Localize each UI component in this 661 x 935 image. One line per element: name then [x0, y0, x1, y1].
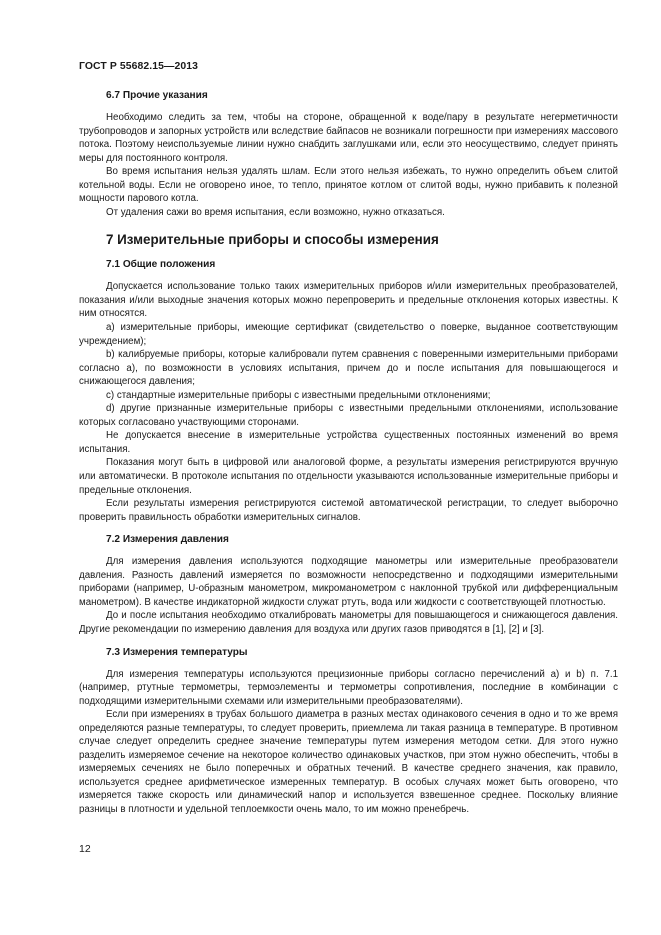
paragraph: Необходимо следить за тем, чтобы на стороне, обращенной к воде/пару в результате негерметичности трубопроводов и запорных устройств или вследствие байпасов не возникали погрешности при измерениях массового потока. Поэтому неиспользуемые линии нужно снабдить заглушками или, если это неосуществимо, следует принять меры для постоянного контроля.	[79, 112, 618, 164]
section-7-title: 7 Измерительные приборы и способы измерения	[106, 232, 439, 248]
paragraph: Во время испытания нельзя удалять шлам. Если этого нельзя избежать, то нужно определить объем слитой котельной воды. Если не оговорено иное, то тепло, принятое котлом от слитой воды, нужно прибавить к полезной мощности парового котла.	[79, 166, 618, 205]
document-body	[79, 89, 618, 817]
paragraph: Если результаты измерения регистрируются системой автоматической регистрации, то следует выборочно проверить правильность обработки измерительных сигналов.	[79, 498, 618, 523]
section-7-3-title: 7.3 Измерения температуры	[106, 646, 248, 658]
page-number: 12	[79, 843, 91, 855]
section-6-7-title: 6.7 Прочие указания	[106, 90, 208, 101]
document-header: ГОСТ Р 55682.15—2013	[79, 61, 198, 72]
paragraph: Для измерения давления используются подходящие манометры или измерительные преобразователи давления. Разность давлений измеряется по возможности непосредственно и подходящими измерительными приборами (например, U-образным манометром, микроманометром с наклонной трубкой или дифференциальным манометром). В качестве индикаторной жидкости служат ртуть, вода или жидкости с соответствующей плотностью.	[79, 556, 618, 608]
paragraph: До и после испытания необходимо откалибровать манометры для повышающегося и снижающегося давления. Другие рекомендации по измерению давления для воздуха или других газов приводятся в [1], [2] и [3].	[79, 610, 618, 635]
list-item: d) другие признанные измерительные приборы с известными предельными отклонениями, использование которых согласовано участвующими сторонами.	[79, 403, 618, 428]
paragraph: От удаления сажи во время испытания, если возможно, нужно отказаться.	[106, 206, 445, 218]
paragraph: Не допускается внесение в измерительные устройства существенных постоянных изменений во время испытания.	[79, 430, 618, 455]
section-7-2-title: 7.2 Измерения давления	[106, 534, 229, 546]
list-item: b) калибруемые приборы, которые калибровали путем сравнения с поверенными измерительными приборами согласно а), по возможности в условиях испытания, причем до и после испытания для повышающегося и снижающегося давления;	[79, 349, 618, 388]
paragraph: Допускается использование только таких измерительных приборов и/или измерительных преобразователей, показания и/или выходные значения которых можно перепроверить и предельные отклонения которых известны. К ним относятся.	[79, 281, 618, 320]
paragraph: Если при измерениях в трубах большого диаметра в разных местах одинакового сечения в одно и то же время определяются разные температуры, то следует проверить, приемлема ли такая разница в температуре. В противном случае следует определить среднее значение температуры путем измерения методом сетки. Для этого нужно разделить измеряемое сечение на некоторое количество одинаковых участков, при этом нужно обеспечить, чтобы в измеряемых сечениях не было поперечных и обратных течений. В качестве среднего значения, как правило, используется среднее арифметическое измеренных температур. В особых случаях может быть оговорено, что измеряется также скорость или динамический напор и используется взвешенное среднее. Поскольку влияние разницы в плотности и удельной теплоемкости очень мало, то им можно пренебречь.	[79, 709, 618, 815]
list-item: с) стандартные измерительные приборы с известными предельными отклонениями;	[106, 389, 491, 401]
paragraph: Для измерения температуры используются прецизионные приборы согласно перечислений а) и b) п. 7.1 (например, ртутные термометры, термоэлементы и термометры сопротивления, последние в комбинации с подходящими измерительными схемами или измерительными преобразователями).	[79, 668, 618, 707]
section-7-1-title: 7.1 Общие положения	[106, 259, 216, 271]
list-item: а) измерительные приборы, имеющие сертификат (свидетельство о поверке, выданное соответствующим учреждением);	[79, 322, 618, 347]
paragraph: Показания могут быть в цифровой или аналоговой форме, а результаты измерения регистрируются вручную или автоматически. В протоколе испытания по отдельности указываются использованные измерительные приборы и предельные отклонения.	[79, 457, 618, 496]
